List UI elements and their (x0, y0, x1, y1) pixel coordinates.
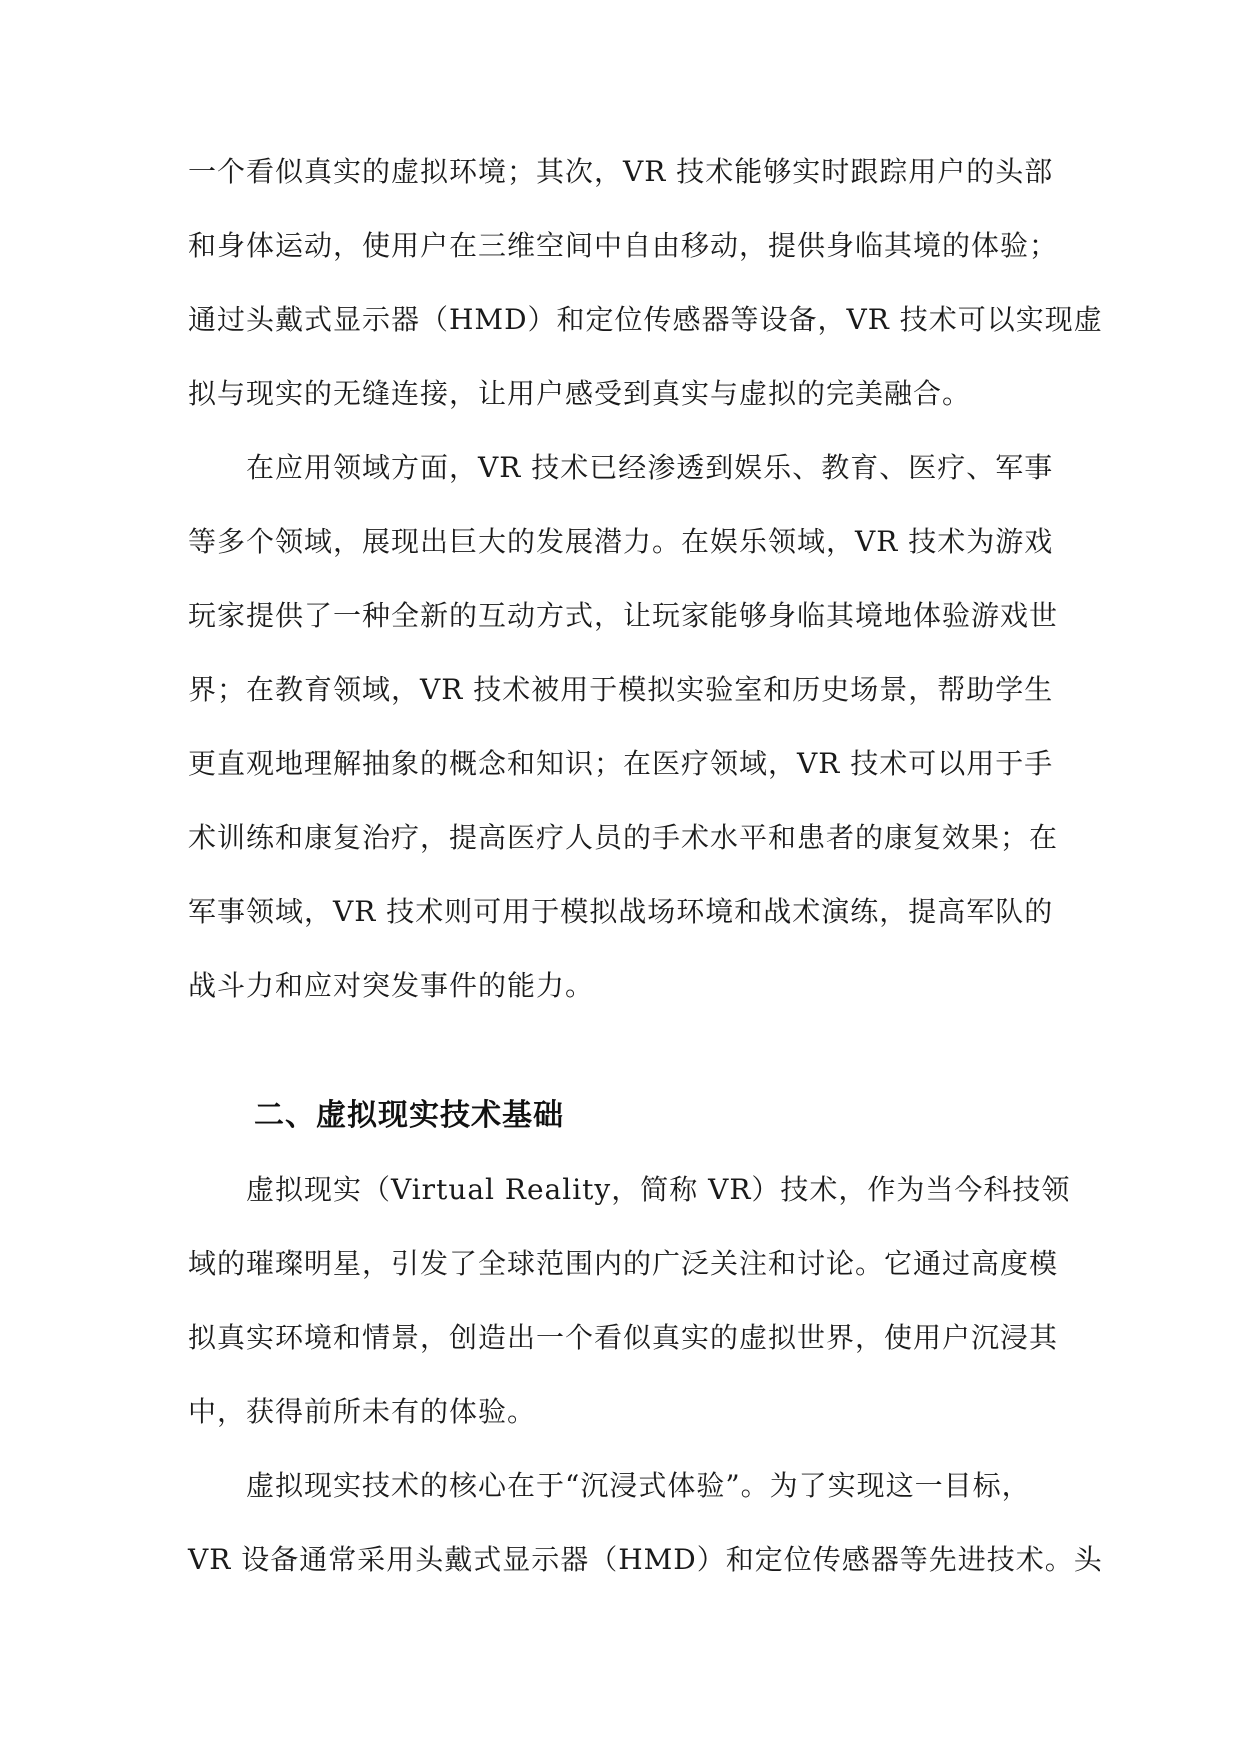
text-line: 通过头戴式显示器（HMD）和定位传感器等设备，VR 技术可以实现虚 (188, 303, 1103, 336)
text-line: 拟与现实的无缝连接，让用户感受到真实与虚拟的完美融合。 (188, 377, 972, 410)
text-line: VR 设备通常采用头戴式显示器（HMD）和定位传感器等先进技术。头 (188, 1543, 1103, 1576)
text-line: 一个看似真实的虚拟环境；其次，VR 技术能够实时跟踪用户的头部 (188, 155, 1054, 188)
text-line: 等多个领域，展现出巨大的发展潜力。在娱乐领域，VR 技术为游戏 (188, 525, 1054, 558)
text-line: 和身体运动，使用户在三维空间中自由移动，提供身临其境的体验； (188, 229, 1059, 262)
text-line: 界；在教育领域，VR 技术被用于模拟实验室和历史场景，帮助学生 (188, 673, 1054, 706)
text-line: 军事领域，VR 技术则可用于模拟战场环境和战术演练，提高军队的 (188, 895, 1054, 928)
section-heading: 二、虚拟现实技术基础 (254, 1098, 564, 1133)
text-line: 更直观地理解抽象的概念和知识；在医疗领域，VR 技术可以用于手 (188, 747, 1054, 780)
paragraph-first-line: 虚拟现实技术的核心在于“沉浸式体验”。为了实现这一目标， (246, 1469, 1031, 1502)
text-line: 中，获得前所未有的体验。 (188, 1395, 537, 1428)
text-line: 玩家提供了一种全新的互动方式，让玩家能够身临其境地体验游戏世 (188, 599, 1059, 632)
text-line: 术训练和康复治疗，提高医疗人员的手术水平和患者的康复效果；在 (188, 821, 1059, 854)
paragraph-first-line: 在应用领域方面，VR 技术已经渗透到娱乐、教育、医疗、军事 (246, 451, 1054, 484)
text-line: 域的璀璨明星，引发了全球范围内的广泛关注和讨论。它通过高度模 (188, 1247, 1059, 1280)
paragraph-first-line: 虚拟现实（Virtual Reality，简称 VR）技术，作为当今科技领 (246, 1173, 1071, 1206)
text-line: 战斗力和应对突发事件的能力。 (188, 969, 595, 1002)
text-line: 拟真实环境和情景，创造出一个看似真实的虚拟世界，使用户沉浸其 (188, 1321, 1059, 1354)
